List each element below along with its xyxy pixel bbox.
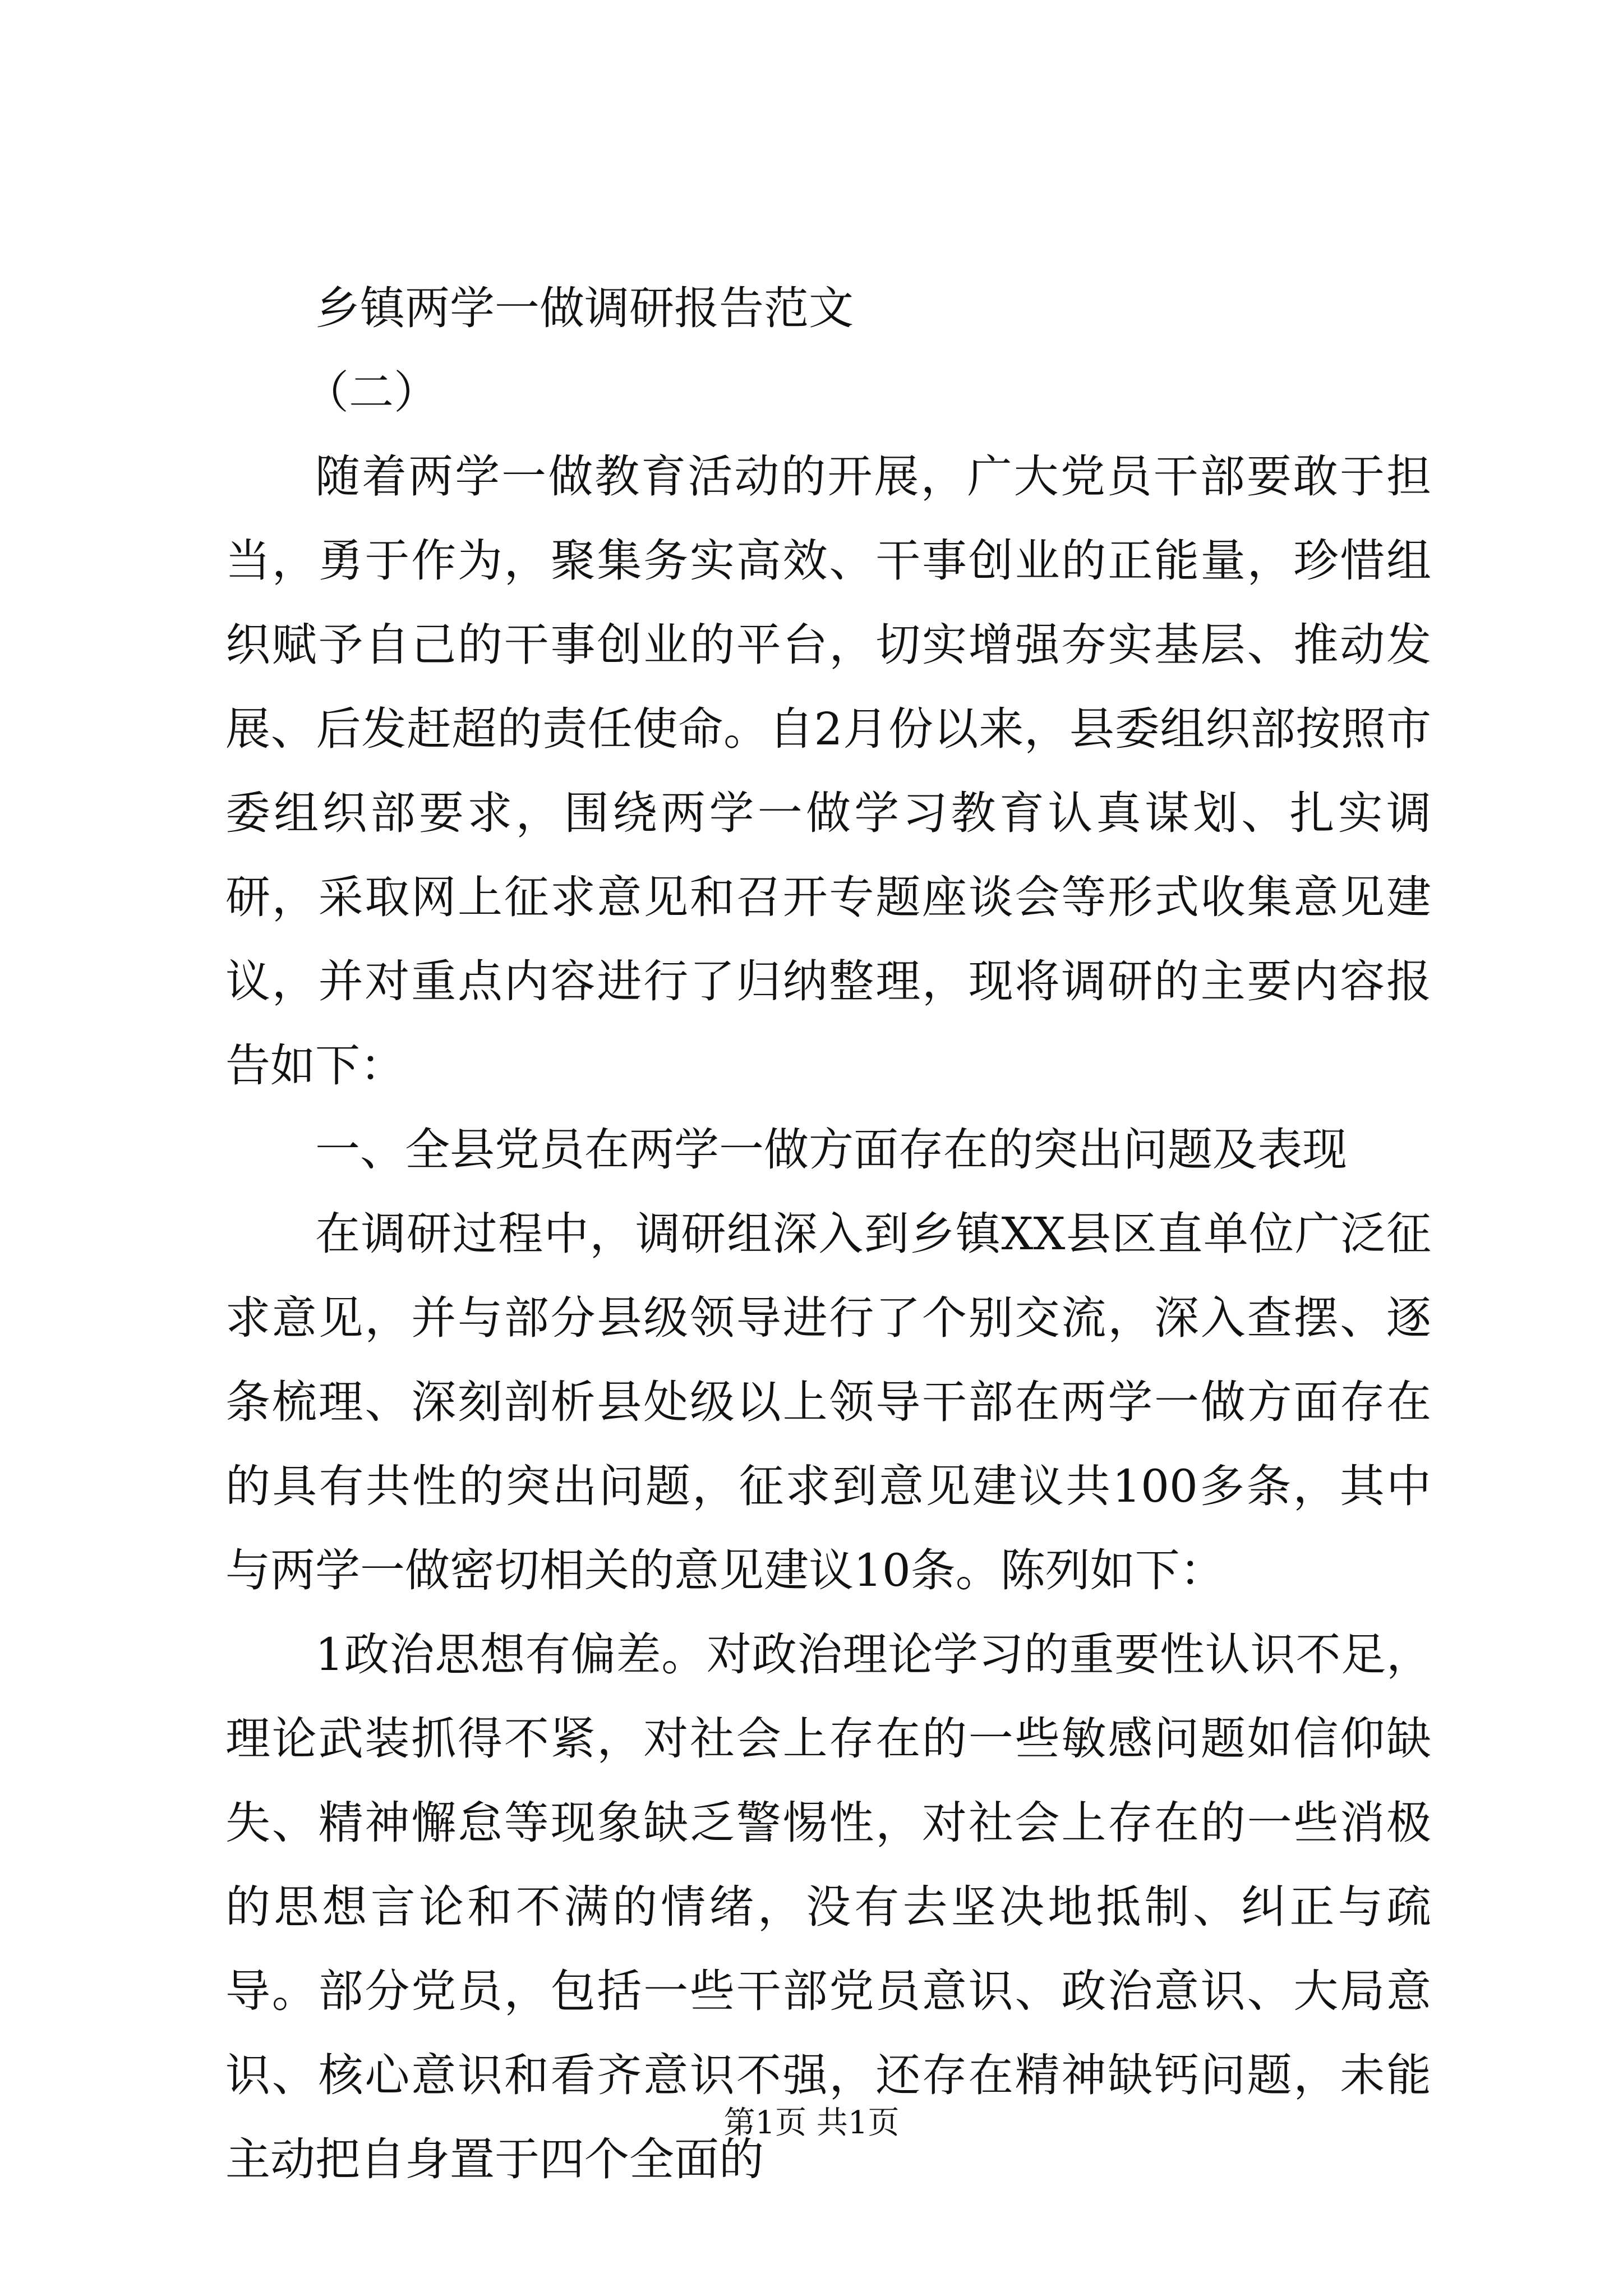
document-title: 乡镇两学一做调研报告范文: [315, 282, 854, 334]
section-heading-1: 一、全县党员在两学一做方面存在的突出问题及表现: [315, 1124, 1347, 1176]
paragraph-item-1: 1政治思想有偏差。对政治理论学习的重要性认识不足，理论武装抓得不紧，对社会上存在的一些敏感问题如信仰缺失、精神懈怠等现象缺乏警惕性，对社会上存在的一些消极的思想言论和不满的情绪，没有去坚决地抵制、纠正与疏导。部分党员，包括一些干部党员意识、政治意识、大局意识、核心意识和看齐意识不强，还存在精神缺钙问题，未能主动把自身置于四个全面的: [225, 1628, 1431, 2185]
paragraph-research: 在调研过程中，调研组深入到乡镇XX县区直单位广泛征求意见，并与部分县级领导进行了个别交流，深入查摆、逐条梳理、深刻剖析县处级以上领导干部在两学一做方面存在的具有共性的突出问题，征求到意见建议共100多条，其中与两学一做密切相关的意见建议10条。陈列如下：: [225, 1208, 1431, 1596]
page-footer: 第1页 共1页: [723, 2105, 900, 2141]
paragraph-intro: 随着两学一做教育活动的开展，广大党员干部要敢于担当，勇于作为，聚集务实高效、干事创业的正能量，珍惜组织赋予自己的干事创业的平台，切实增强夯实基层、推动发展、后发赶超的责任使命。自2月份以来，县委组织部按照市委组织部要求，围绕两学一做学习教育认真谋划、扎实调研，采取网上征求意见和召开专题座谈会等形式收集意见建议，并对重点内容进行了归纳整理，现将调研的主要内容报告如下：: [225, 450, 1431, 1092]
document-subtitle: （二）: [304, 366, 439, 418]
document-body: [225, 266, 1431, 2202]
